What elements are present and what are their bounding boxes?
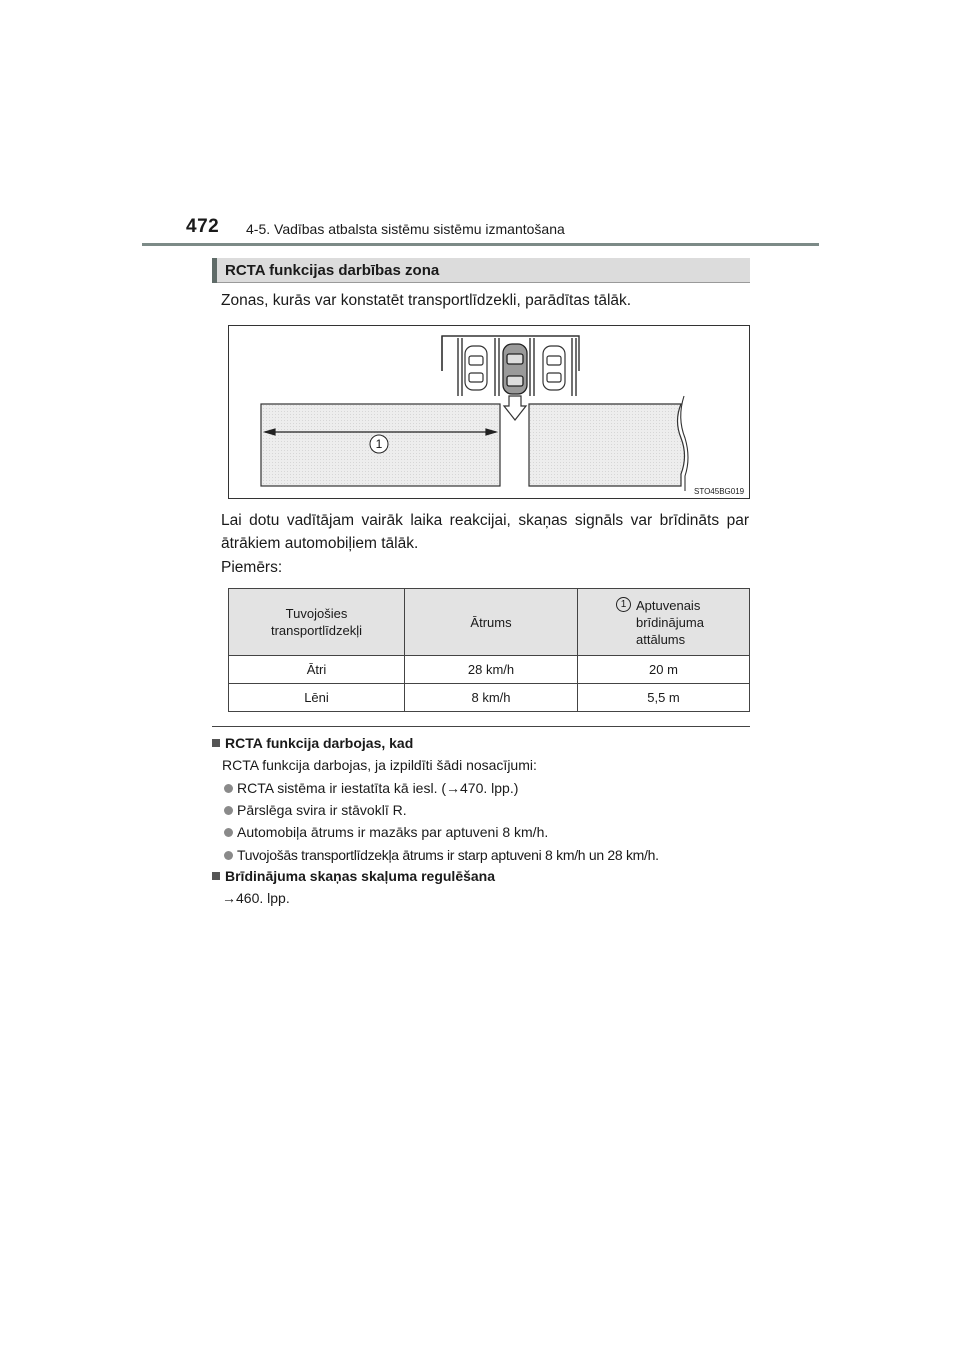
own-car: [503, 344, 527, 394]
warning-paragraph: Lai dotu vadītājam vairāk laika reakcijai, skaņas signāls var brīdināts par ātrākiem automobiļiem tālāk.: [221, 512, 749, 552]
square-bullet-icon: [212, 739, 220, 747]
bullet-icon: [224, 784, 233, 793]
cell-speed: 28 km/h: [405, 656, 578, 684]
section-heading-bar: [212, 258, 217, 283]
marker-1: 1: [616, 597, 631, 612]
bullet-icon: [224, 828, 233, 837]
label-1-text: 1: [375, 437, 383, 451]
bullet-icon: [224, 806, 233, 815]
cell-type: Ātri: [229, 656, 405, 684]
header-divider: [142, 243, 819, 246]
intro-text: Zonas, kurās var konstatēt transportlīdzekli, parādītas tālāk.: [221, 292, 632, 309]
cell-speed: 8 km/h: [405, 684, 578, 712]
condition-item: Automobiļa ātrums ir mazāks par aptuveni 8 km/h.: [224, 822, 548, 842]
detection-zone-figure: [228, 325, 750, 499]
conditions-lead: RCTA funkcija darbojas, ja izpildīti šādi nosacījumi:: [222, 757, 537, 773]
condition-item: Pārslēga svira ir stāvoklī R.: [224, 800, 407, 820]
col3-text: Aptuvenais brīdinājuma attālums: [636, 598, 704, 647]
table-row: [229, 684, 750, 712]
example-label: Piemērs:: [221, 559, 283, 576]
col-warning-distance: [578, 589, 750, 656]
page-number: 472: [186, 216, 220, 237]
table-row: [229, 656, 750, 684]
cell-distance: 20 m: [578, 656, 750, 684]
volume-heading: Brīdinājuma skaņas skaļuma regulēšana: [212, 868, 495, 884]
volume-reference: →460. lpp.: [222, 890, 290, 906]
label-circle-1: [370, 435, 388, 453]
reverse-arrow: [504, 396, 526, 420]
section-heading: [212, 258, 750, 283]
parking-diagram: [229, 326, 749, 498]
parked-car-left: [465, 346, 487, 390]
bullet-icon: [224, 851, 233, 860]
square-bullet-icon: [212, 872, 220, 880]
section-divider: [212, 726, 750, 727]
section-title: RCTA funkcijas darbības zona: [225, 262, 440, 279]
conditions-heading: RCTA funkcija darbojas, kad: [212, 735, 413, 751]
col-speed: Ātrums: [405, 589, 578, 656]
col1-line1: Tuvojošies: [285, 606, 348, 621]
parked-car-right: [543, 346, 565, 390]
chapter-title: 4-5. Vadības atbalsta sistēmu sistēmu izmantošana: [246, 221, 565, 237]
condition-item: RCTA sistēma ir iestatīta kā iesl. (→470. lpp.): [224, 778, 518, 798]
cell-distance: 5,5 m: [578, 684, 750, 712]
warning-distance-table: [228, 588, 750, 712]
detection-zone-right: [529, 404, 685, 486]
figure-code: STO45BG019: [694, 487, 745, 496]
col-approaching-vehicles: [229, 589, 405, 656]
cell-type: Lēni: [229, 684, 405, 712]
condition-item: Tuvojošās transportlīdzekļa ātrums ir starp aptuveni 8 km/h un 28 km/h.: [224, 845, 659, 865]
col1-line2: transportlīdzekļi: [270, 623, 363, 638]
table-header-row: [229, 589, 750, 656]
